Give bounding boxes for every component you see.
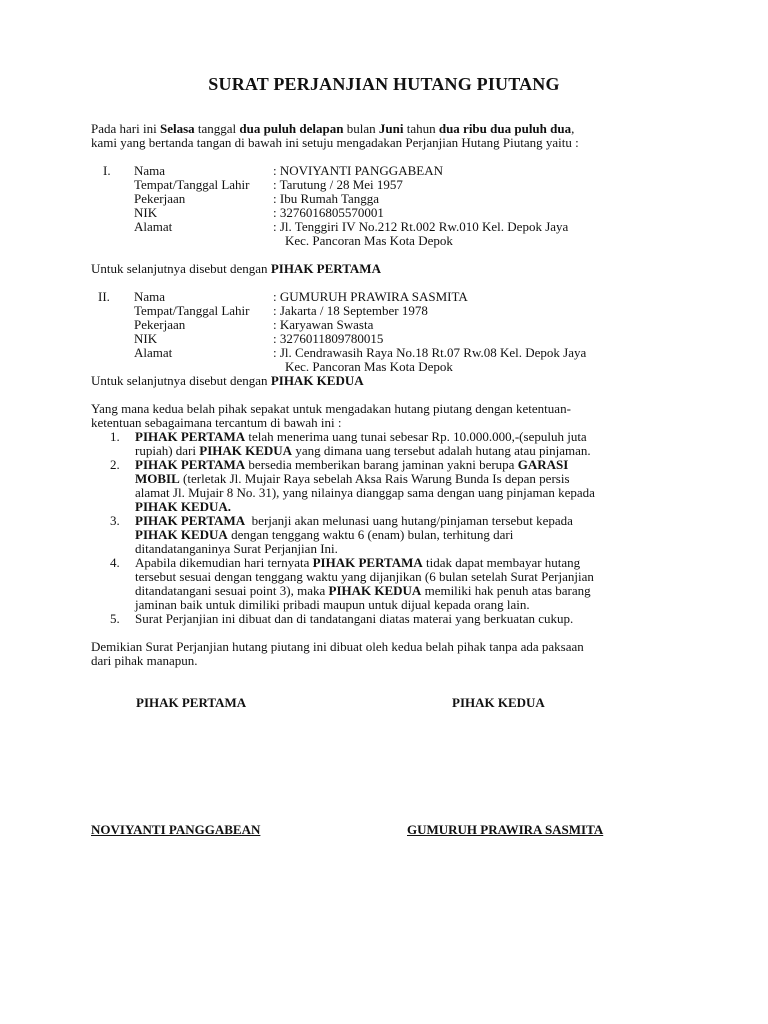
intro-line-2: kami yang bertanda tangan di bawah ini setuju mengadakan Perjanjian Hutang Piutang yaitu : xyxy=(91,135,579,150)
party1-reference xyxy=(91,262,381,276)
term-text: berjanji akan melunasi uang hutang/pinjaman tersebut kepada xyxy=(245,513,573,528)
party1-job-value: : Ibu Rumah Tangga xyxy=(273,191,380,206)
party1-reference-bold: PIHAK PERTAMA xyxy=(270,261,381,276)
intro-text: , xyxy=(571,121,575,136)
party2-job-label: Pekerjaan xyxy=(134,317,186,332)
terms-intro-line-1: Yang mana kedua belah pihak sepakat untuk mengadakan hutang piutang dengan ketentuan- xyxy=(91,401,571,416)
term-1-line-2 xyxy=(135,444,591,458)
intro-text: bulan xyxy=(343,121,379,136)
term-bold: PIHAK KEDUA xyxy=(199,443,293,458)
party1-nik-value: : 3276016805570001 xyxy=(273,205,384,220)
party1-reference-text: Untuk selanjutnya disebut dengan xyxy=(91,261,271,276)
party2-birth-value: : Jakarta / 18 September 1978 xyxy=(273,303,428,318)
term-text: dengan tenggang waktu 6 (enam) bulan, terhitung dari xyxy=(227,527,514,542)
intro-month: Juni xyxy=(378,121,404,136)
term-1-number: 1. xyxy=(110,429,120,444)
terms-intro-line-2: ketentuan sebagaimana tercantum di bawah ini : xyxy=(91,415,342,430)
term-5-number: 5. xyxy=(110,611,120,626)
term-text: tidak dapat membayar hutang xyxy=(422,555,581,570)
term-text: ditandatangani sesuai point 3), maka xyxy=(135,583,329,598)
document-title: SURAT PERJANJIAN HUTANG PIUTANG xyxy=(208,74,560,94)
party2-numeral: II. xyxy=(98,289,110,304)
party1-address-line-2: Kec. Pancoran Mas Kota Depok xyxy=(285,233,453,248)
term-text: Apabila dikemudian hari ternyata xyxy=(135,555,313,570)
term-bold: GARASI xyxy=(517,457,569,472)
term-2-line-2 xyxy=(135,472,570,486)
intro-year: dua ribu dua puluh dua xyxy=(438,121,572,136)
intro-text: tanggal xyxy=(194,121,240,136)
party2-job-value: : Karyawan Swasta xyxy=(273,317,374,332)
term-text: yang dimana uang tersebut adalah hutang atau pinjaman. xyxy=(292,443,591,458)
term-text: bersedia memberikan barang jaminan yakni berupa xyxy=(245,457,518,472)
party2-name-label: Nama xyxy=(134,289,166,304)
party1-name-value: : NOVIYANTI PANGGABEAN xyxy=(273,163,443,178)
signature-label-second-party: PIHAK KEDUA xyxy=(452,695,545,710)
party2-birth-label: Tempat/Tanggal Lahir xyxy=(134,303,250,318)
party2-address-line-2: Kec. Pancoran Mas Kota Depok xyxy=(285,359,453,374)
term-bold: PIHAK PERTAMA xyxy=(312,555,423,570)
term-bold: PIHAK PERTAMA xyxy=(135,457,246,472)
signature-label-first-party: PIHAK PERTAMA xyxy=(136,695,247,710)
term-text: (terletak Jl. Mujair Raya sebelah Aksa Rais Warung Bunda Is depan persis xyxy=(179,471,570,486)
term-5-line-1: Surat Perjanjian ini dibuat dan di tandatangani diatas materai yang berkuatan cukup. xyxy=(135,611,574,626)
term-bold: PIHAK KEDUA. xyxy=(135,499,232,514)
signature-name-first-party: NOVIYANTI PANGGABEAN xyxy=(91,822,261,837)
term-2-number: 2. xyxy=(110,457,120,472)
party2-nik-value: : 3276011809780015 xyxy=(273,331,384,346)
party1-nik-label: NIK xyxy=(134,205,158,220)
party1-birth-label: Tempat/Tanggal Lahir xyxy=(134,177,250,192)
signature-name-second-party: GUMURUH PRAWIRA SASMITA xyxy=(407,822,604,837)
party1-address-line-1: : Jl. Tenggiri IV No.212 Rt.002 Rw.010 Kel. Depok Jaya xyxy=(273,219,569,234)
party2-reference-bold: PIHAK KEDUA xyxy=(270,373,364,388)
intro-text: Pada hari ini xyxy=(91,121,160,136)
party2-address-label: Alamat xyxy=(134,345,173,360)
party1-numeral: I. xyxy=(103,163,111,178)
party2-name-value: : GUMURUH PRAWIRA SASMITA xyxy=(273,289,468,304)
term-bold: PIHAK KEDUA xyxy=(328,583,422,598)
term-3-line-1 xyxy=(135,514,573,528)
term-1-line-1 xyxy=(135,430,587,444)
term-text: memiliki hak penuh atas barang xyxy=(421,583,591,598)
term-bold: PIHAK KEDUA xyxy=(135,527,228,542)
term-text: telah menerima uang tunai sebesar Rp. 10.000.000,-(sepuluh juta xyxy=(245,429,587,444)
intro-line-1 xyxy=(91,122,574,136)
term-2-line-1 xyxy=(135,458,568,472)
term-4-line-1 xyxy=(135,556,580,570)
closing-line-1: Demikian Surat Perjanjian hutang piutang ini dibuat oleh kedua belah pihak tanpa ada paksaan xyxy=(91,639,584,654)
term-text: rupiah) dari xyxy=(135,443,200,458)
term-4-line-4: jaminan baik untuk dimiliki pribadi maupun untuk dijual kepada orang lain. xyxy=(135,597,530,612)
term-2-line-3: alamat Jl. Mujair 8 No. 31), yang nilainya dianggap sama dengan uang pinjaman kepada xyxy=(135,485,595,500)
party2-reference-text: Untuk selanjutnya disebut dengan xyxy=(91,373,271,388)
term-4-line-2: tersebut sesuai dengan tenggang waktu yang dijanjikan (6 bulan setelah Surat Perjanjian xyxy=(135,569,594,584)
party2-address-line-1: : Jl. Cendrawasih Raya No.18 Rt.07 Rw.08 Kel. Depok Jaya xyxy=(273,345,587,360)
party2-reference xyxy=(91,374,364,388)
closing-line-2: dari pihak manapun. xyxy=(91,653,198,668)
intro-text: tahun xyxy=(403,121,439,136)
party2-nik-label: NIK xyxy=(134,331,158,346)
party1-address-label: Alamat xyxy=(134,219,173,234)
party1-job-label: Pekerjaan xyxy=(134,191,186,206)
intro-date: dua puluh delapan xyxy=(239,121,344,136)
party1-birth-value: : Tarutung / 28 Mei 1957 xyxy=(273,177,403,192)
term-3-line-3: ditandatanganinya Surat Perjanjian Ini. xyxy=(135,541,338,556)
intro-day: Selasa xyxy=(159,121,195,136)
party1-name-label: Nama xyxy=(134,163,166,178)
term-3-number: 3. xyxy=(110,513,120,528)
term-2-line-4 xyxy=(135,500,231,514)
term-bold: MOBIL xyxy=(135,471,180,486)
term-3-line-2 xyxy=(135,528,513,542)
term-bold: PIHAK PERTAMA xyxy=(135,513,246,528)
term-4-line-3 xyxy=(135,584,591,598)
term-bold: PIHAK PERTAMA xyxy=(135,429,246,444)
term-4-number: 4. xyxy=(110,555,120,570)
